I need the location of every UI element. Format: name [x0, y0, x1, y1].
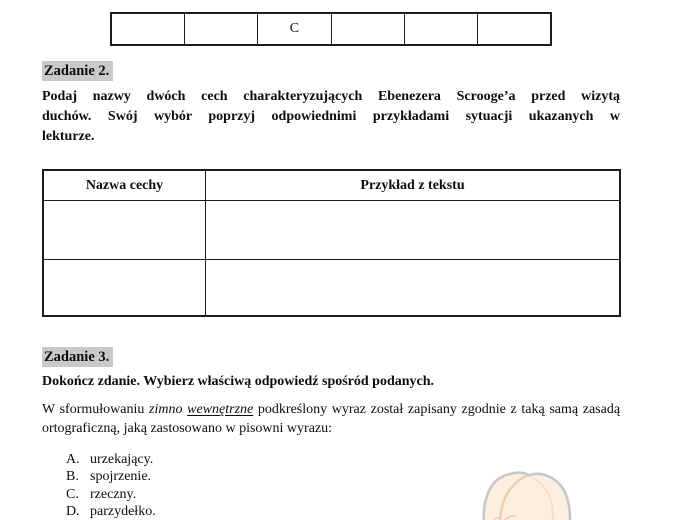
empty-answer-cell: [206, 201, 621, 260]
option-letter: A.: [66, 452, 80, 467]
question-prefix: W sformułowaniu: [42, 402, 145, 417]
hair-right-strand: [531, 477, 553, 520]
task2-answer-table: [42, 169, 621, 317]
option-a: [66, 451, 156, 468]
option-text: spojrzenie.: [90, 469, 152, 485]
hair-parting-strand: [500, 476, 526, 520]
task3-question-sentence: [42, 400, 620, 438]
answer-strip-table: [110, 12, 552, 46]
empty-answer-cell: [43, 260, 206, 317]
option-letter: D.: [66, 504, 80, 520]
question-suffix: podkreślony wyraz został zapisany zgodnie z taką samą zasadą ortograficzną, jaką zastosowano w pisowni wyrazu:: [42, 402, 621, 436]
table-row: [43, 260, 620, 317]
hair-shape: [484, 473, 570, 520]
task2-instruction: Podaj nazwy dwóch cech charakteryzujących Ebenezera Scrooge’a przed wizytą duchów. Swój wybór poprzyj odpowiednimi przykładami sytuacji ukazanych w lekturze.: [42, 89, 620, 144]
option-d: [66, 503, 156, 520]
answer-options-list: [66, 451, 156, 520]
task3-heading: Zadanie 3.: [42, 347, 113, 367]
empty-answer-cell: [43, 201, 206, 260]
table-header-row: [43, 170, 620, 201]
option-letter: C.: [66, 486, 79, 502]
face-line: [502, 516, 515, 520]
answer-cell: [404, 14, 477, 44]
column-header-nazwa-cechy: Nazwa cechy: [43, 170, 206, 201]
answer-cell: [112, 14, 184, 44]
answer-cell: [477, 14, 550, 44]
column-header-przyklad: Przykład z tekstu: [206, 170, 621, 201]
answer-cell: [184, 14, 257, 44]
answer-cell: [331, 14, 404, 44]
option-text: rzeczny.: [90, 486, 137, 502]
empty-answer-cell: [206, 260, 621, 317]
option-c: [66, 486, 156, 503]
option-b: [66, 468, 156, 485]
character-illustration: [478, 471, 580, 520]
option-text: urzekający.: [90, 452, 154, 467]
table-row: [43, 201, 620, 260]
answer-cell-selected: C: [257, 14, 330, 44]
question-underlined-word: wewnętrzne: [187, 402, 254, 417]
task2-heading: Zadanie 2.: [42, 61, 113, 81]
option-text: parzydełko.: [90, 504, 156, 520]
option-letter: B.: [66, 469, 79, 485]
question-italic-word: zimno: [149, 402, 183, 417]
task3-instruction: Dokończ zdanie. Wybierz właściwą odpowiedź spośród podanych.: [42, 374, 435, 389]
